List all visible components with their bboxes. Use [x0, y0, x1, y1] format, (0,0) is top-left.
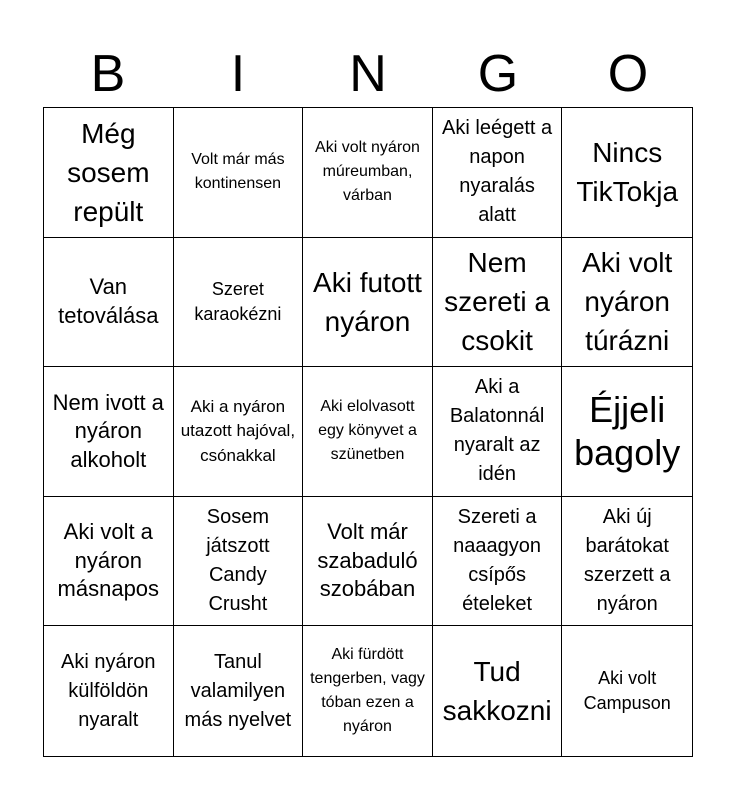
bingo-cell[interactable] [174, 108, 304, 238]
cell-text: Volt már szabaduló szobában [317, 519, 418, 602]
bingo-cell[interactable] [303, 367, 433, 497]
bingo-cell[interactable] [44, 626, 174, 756]
cell-text: Szeret karaokézni [194, 278, 282, 324]
cell-text: Aki volt a nyáron másnapos [57, 519, 160, 602]
cell-text: Aki volt Campuson [583, 668, 671, 714]
cell-text: Tud sakkozni [442, 656, 552, 727]
bingo-cell[interactable] [433, 367, 563, 497]
cell-text: Éjjeli bagoly [574, 389, 681, 474]
cell-text: Szereti a naaagyon csípős ételeket [453, 506, 542, 616]
bingo-cell[interactable] [433, 626, 563, 756]
bingo-cell[interactable] [303, 626, 433, 756]
cell-text: Aki a Balatonnál nyaralt az idén [449, 376, 545, 486]
bingo-cell[interactable] [44, 108, 174, 238]
bingo-cell[interactable] [433, 497, 563, 627]
bingo-cell[interactable] [44, 367, 174, 497]
bingo-cell[interactable] [174, 238, 304, 368]
cell-text: Tanul valamilyen más nyelvet [184, 650, 292, 731]
bingo-cell[interactable] [562, 238, 692, 368]
bingo-cell[interactable] [174, 497, 304, 627]
cell-text: Aki új barátokat szerzett a nyáron [583, 506, 671, 616]
cell-text: Aki nyáron külföldön nyaralt [61, 650, 156, 731]
cell-text: Aki volt nyáron túrázni [582, 247, 673, 357]
bingo-cell[interactable] [562, 108, 692, 238]
bingo-cell[interactable] [303, 238, 433, 368]
cell-text: Aki leégett a napon nyaralás alatt [442, 117, 553, 227]
bingo-cell[interactable] [44, 238, 174, 368]
cell-text: Nem ivott a nyáron alkoholt [52, 389, 164, 472]
cell-text: Aki futott nyáron [313, 266, 422, 337]
cell-text: Aki volt nyáron múreumban, várban [315, 139, 420, 205]
cell-text: Még sosem repült [67, 117, 150, 227]
cell-text: Nem szereti a csokit [444, 247, 550, 357]
header-letter-o: O [607, 45, 649, 103]
bingo-cell[interactable] [303, 497, 433, 627]
cell-text: Aki fürdött tengerben, vagy tóban ezen a nyáron [310, 646, 425, 736]
cell-text: Aki elolvasott egy könyvet a szünetben [318, 398, 417, 464]
bingo-cell[interactable] [433, 238, 563, 368]
cell-text: Nincs TikTokja [576, 137, 679, 208]
bingo-cell[interactable] [303, 108, 433, 238]
cell-text: Volt már más kontinensen [191, 151, 285, 193]
bingo-cell[interactable] [433, 108, 563, 238]
header-letter-i: I [230, 45, 246, 103]
bingo-cell[interactable] [562, 497, 692, 627]
bingo-cell[interactable] [562, 626, 692, 756]
bingo-cell[interactable] [174, 626, 304, 756]
cell-text: Aki a nyáron utazott hajóval, csónakkal [180, 396, 296, 465]
bingo-cell[interactable] [44, 497, 174, 627]
header-letter-n: N [349, 45, 387, 103]
header-letter-b: B [90, 45, 126, 103]
bingo-cell[interactable] [562, 367, 692, 497]
bingo-board [43, 107, 693, 757]
cell-text: Sosem játszott Candy Crusht [206, 506, 270, 616]
cell-text: Van tetoválása [58, 274, 159, 328]
header-letter-g: G [477, 45, 519, 103]
bingo-header [43, 40, 693, 108]
bingo-cell[interactable] [174, 367, 304, 497]
